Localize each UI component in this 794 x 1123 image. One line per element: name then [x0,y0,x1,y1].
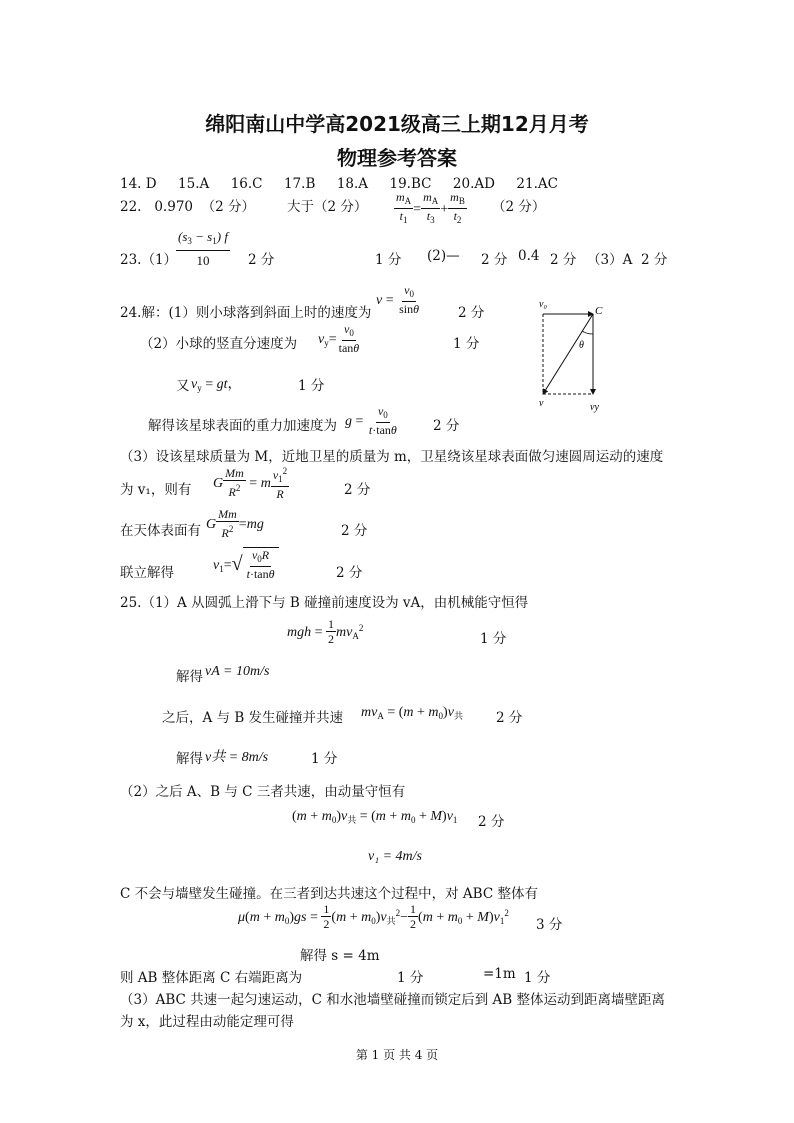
q25-line10: （3）ABC 共速一起匀速运动，C 和水池墙壁碰撞而锁定后到 AB 整体运动到距离墙壁距离 [120,992,666,1008]
q24-line1-points: 2 分 [458,305,485,321]
q23-pts2: 1 分 [375,252,402,268]
q24-line6-points: 2 分 [344,482,371,498]
q24-eq4: g = $\frac{v_0}{t\cdot\tan\theta}$ [345,404,397,437]
q24-eq2: $v_y=$ $\frac{v_0}{\tan\theta}$ [318,322,360,355]
q22-c-points: （2 分） [492,199,546,215]
figure-label-theta: θ [579,340,584,351]
q25-line7-points: 3 分 [536,917,563,933]
q22-b: 大于（2 分） [287,199,368,215]
q24-line3: 又 [176,378,190,394]
q25-eq3: $mv_A = (m + m_0)v_共$ [361,705,463,721]
q23-pts3: 2 分 [481,252,508,268]
q24-line7: 在天体表面有 [120,523,201,539]
velocity-diagram [533,296,613,414]
q24-line3-points: 1 分 [298,378,325,394]
q24-line7-points: 2 分 [341,523,368,539]
q25-line9-value: =1m [483,966,516,982]
q23-formula: $\frac{(s_3 - s_1) f}{10}$ [178,229,228,268]
q24-line4: 解得该星球表面的重力加速度为 [148,418,337,434]
q24-line6: 为 v₁，则有 [120,482,192,498]
q25-line5-points: 2 分 [478,814,505,830]
q23-part2: (2)— [427,248,460,264]
q25-line7: C 不会与墙壁发生碰撞。在三者到达共速这个过程中，对 ABC 整体有 [120,886,538,902]
q25-line9-points2: 1 分 [524,970,551,986]
q25-line9: 则 AB 整体距离 C 右端距离为 [120,970,303,986]
q25-eq2: vA = 10m/s [205,664,270,679]
q22-formula: $\frac{m_A}{t_1}$ = $\frac{m_A}{t_3}$ + $\frac{m_B}{t_2}$ [396,190,465,225]
q25-line1: 25.（1）A 从圆弧上滑下与 B 碰撞前速度设为 vA，由机械能守恒得 [120,595,529,611]
q24-line5: （3）设该星球质量为 M，近地卫星的质量为 m，卫星绕该星球表面做匀速圆周运动的速度 [120,449,664,465]
q25-line4-points: 1 分 [311,751,338,767]
q24-eq3: $v_y$ = gt， [191,377,242,393]
q25-line8: 解得 s = 4m [300,948,380,964]
q25-eq5: $(m + m_0)v_共 = (m + m_0 + M)v_1$ [292,809,458,825]
page-subtitle: 物理参考答案 [337,146,457,170]
figure-label-v: v [539,398,544,409]
q25-eq6: v₁ = 4m/s [368,849,422,864]
q25-line1-points: 1 分 [480,631,507,647]
q23-pts4: 2 分 [550,252,577,268]
q23-pts1: 2 分 [248,252,275,268]
q25-eq4: v共 = 8m/s [205,750,269,765]
page-title: 绵阳南山中学高2021级高三上期12月月考 [205,112,589,136]
q24-line2: （2）小球的竖直分速度为 [140,336,298,352]
q25-line11: 为 x，此过程由动能定理可得 [120,1014,294,1030]
q25-line3: 之后，A 与 B 发生碰撞并共速 [162,710,344,726]
mc-answers: 14. D 15.A 16.C 17.B 18.A 19.BC 20.AD 21.AC [120,176,558,192]
q24-eq6: G $\frac{Mm}{R^2}$ = m $\frac{v_1^2}{R}$ [213,466,288,501]
q25-eq1: mgh = $\frac{1}{2}$ $mv_A^2$ [287,617,364,646]
q23-value: 0.4 [518,248,540,264]
figure-label-vy: vy [590,402,599,413]
q25-line3-points: 2 分 [496,710,523,726]
q23-part3: （3）A [587,252,633,268]
q24-eq8: $v_1=√$ $\frac{v_0R}{t\cdot\tan\theta}$ [213,547,279,581]
figure-label-v0: v₀ [539,299,547,310]
q25-line2: 解得 [176,669,203,685]
q24-line8: 联立解得 [120,565,174,581]
page-footer: 第 1 页 共 4 页 [355,1048,439,1062]
q23-label: 23.（1） [120,252,178,268]
q22-answer: 22. 0.970 （2 分） [120,199,255,215]
q24-eq1: v = $\frac{v_0}{\sin\theta}$ [376,283,420,316]
q24-line2-points: 1 分 [453,336,480,352]
q25-line4: 解得 [176,751,203,767]
q24-line4-points: 2 分 [433,418,460,434]
q25-line9-points: 1 分 [397,970,424,986]
q25-eq7: $\mu(m + m_0)gs$ = $\frac{1}{2}$ $(m + m_0)v_共^2-$ $\frac{1}{2}$ $(m + m_0 + M)v_1^2$ [238,902,509,931]
q24-line1: 24.解：(1）则小球落到斜面上时的速度为 [120,305,372,321]
q24-line8-points: 2 分 [336,565,363,581]
q24-eq7: G $\frac{Mm}{R^2}$ =mg [206,507,264,540]
q23-pts5: 2 分 [641,252,668,268]
figure-label-c: C [595,305,603,317]
q25-line5: （2）之后 A、B 与 C 三者共速，由动量守恒有 [120,784,406,800]
